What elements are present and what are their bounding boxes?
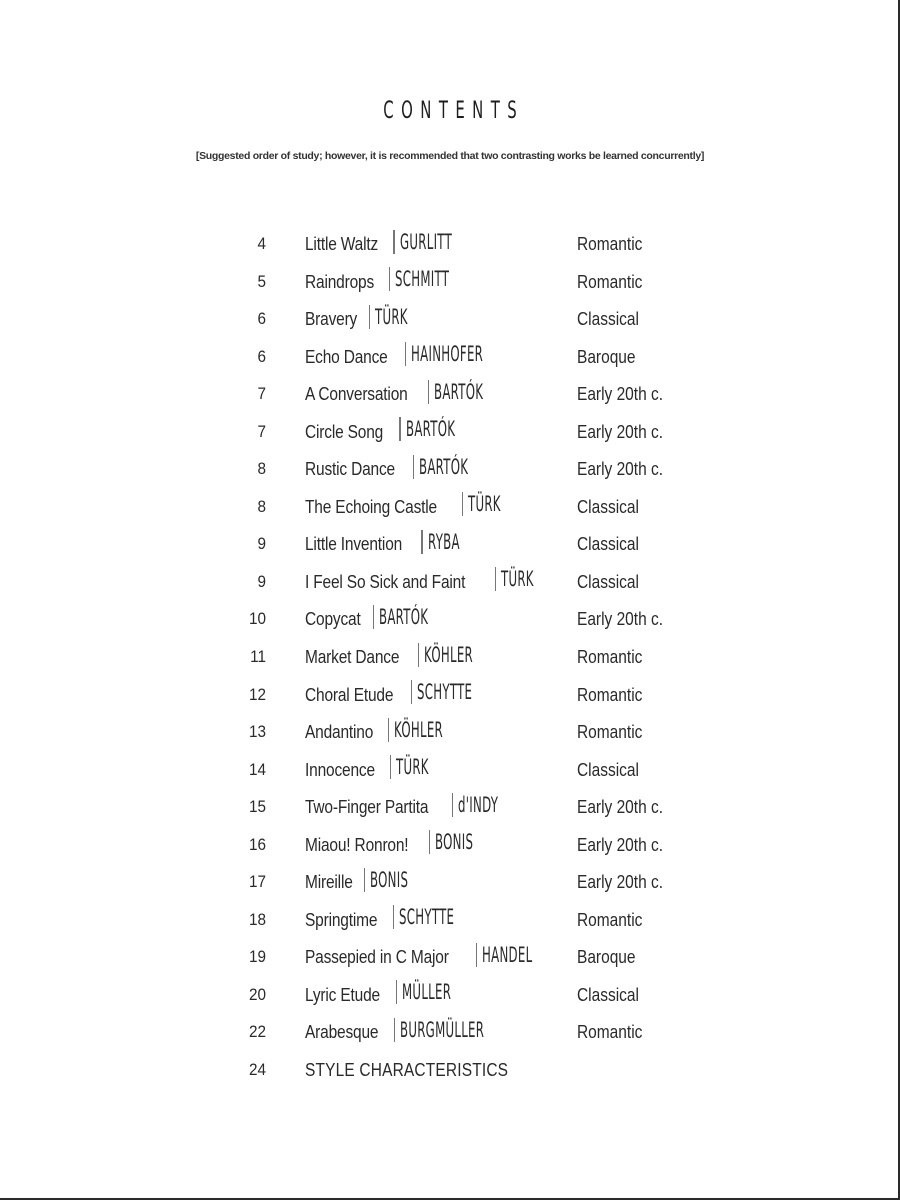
composer-name: BARTÓK: [433, 379, 484, 404]
piece-title: Andantino: [305, 722, 374, 743]
page-number: 14: [248, 759, 266, 779]
style-period: Romantic: [577, 684, 643, 705]
page-number: 19: [248, 947, 266, 967]
piece-title: Two-Finger Partita: [305, 797, 429, 818]
page-number: 20: [248, 984, 266, 1004]
toc-entry: [0, 414, 900, 452]
page-number: 8: [257, 496, 266, 516]
composer-name: BONIS: [434, 830, 474, 855]
style-period: Early 20th c.: [577, 834, 664, 855]
entry-title-group: [305, 827, 503, 864]
composer-name: SCHYTTE: [398, 905, 454, 930]
entry-title-group: [305, 977, 490, 1014]
style-period: Romantic: [577, 1022, 643, 1043]
page-number: 24: [248, 1060, 266, 1080]
piece-title: Little Invention: [305, 534, 403, 555]
style-period: Romantic: [577, 271, 643, 292]
entry-title-group: [305, 414, 493, 451]
piece-title: I Feel So Sick and Faint: [305, 571, 466, 592]
piece-title: Springtime: [305, 909, 378, 930]
page-number: 5: [257, 271, 266, 291]
composer-name: TÜRK: [468, 492, 501, 517]
toc-entry: [0, 376, 900, 414]
page-number: 22: [248, 1022, 266, 1042]
page-number: 10: [248, 609, 266, 629]
separator-bar: [428, 380, 429, 404]
composer-name: d'INDY: [458, 792, 499, 817]
toc-entry: [0, 601, 900, 639]
toc-entry: [0, 977, 900, 1015]
piece-title: Circle Song: [305, 421, 384, 442]
style-period: Romantic: [577, 647, 643, 668]
entry-title-group: [305, 1052, 541, 1089]
page-number: 7: [257, 421, 266, 441]
page-number: 11: [250, 647, 266, 667]
toc-entry: [0, 226, 900, 264]
separator-bar: [495, 567, 496, 591]
separator-bar: [462, 492, 463, 516]
style-period: Baroque: [577, 346, 636, 367]
composer-name: BARTÓK: [419, 454, 469, 479]
page-number: 7: [257, 384, 266, 404]
page-number: 9: [257, 571, 266, 591]
piece-title: Raindrops: [305, 271, 375, 292]
toc-entry: [0, 677, 900, 715]
toc-entry: [0, 639, 900, 677]
separator-bar: [429, 830, 430, 854]
entry-title-group: [305, 902, 497, 939]
entry-title-group: [305, 752, 455, 789]
page-number: 18: [248, 909, 266, 929]
separator-bar: [394, 1018, 395, 1042]
composer-name: BONIS: [370, 867, 409, 892]
entry-title-group: [305, 864, 438, 901]
style-period: Early 20th c.: [577, 872, 664, 893]
composer-name: HANDEL: [481, 942, 533, 967]
toc-entry: [0, 864, 900, 902]
page-number: 4: [257, 234, 266, 253]
piece-title: Miaou! Ronron!: [305, 834, 409, 855]
entry-title-group: [305, 376, 522, 413]
page-number: 9: [257, 534, 266, 554]
separator-bar: [369, 305, 370, 329]
piece-title: Little Waltz: [305, 234, 379, 254]
toc-entry: [0, 264, 900, 302]
separator-bar: [476, 943, 477, 967]
page-subtitle: [Suggested order of study; however, it is recommended that two contrasting works be learned concurrently]: [195, 150, 705, 162]
toc-entry: [0, 301, 900, 339]
separator-bar: [393, 905, 394, 929]
piece-title: Choral Etude: [305, 684, 394, 705]
toc-entry: [0, 489, 900, 527]
separator-bar: [396, 980, 397, 1004]
composer-name: SCHYTTE: [417, 680, 473, 705]
entry-title-group: [305, 714, 481, 751]
page-number: 13: [248, 722, 266, 742]
piece-title: Mireille: [305, 872, 353, 893]
entry-title-group: [305, 564, 560, 601]
toc-entry: [0, 939, 900, 977]
toc-entry: [0, 451, 900, 489]
page-number: 16: [248, 834, 266, 854]
toc-entry: [0, 752, 900, 790]
separator-bar: [418, 643, 419, 667]
page-number: 6: [257, 346, 266, 366]
composer-name: BURGMÜLLER: [399, 1017, 485, 1042]
entry-title-group: [305, 939, 572, 976]
composer-name: TÜRK: [375, 304, 409, 329]
separator-bar: [399, 417, 400, 441]
composer-name: RYBA: [427, 529, 460, 554]
piece-title: Bravery: [305, 309, 358, 330]
page-title: CONTENTS: [383, 96, 525, 124]
style-period: Early 20th c.: [577, 421, 664, 442]
style-period: Romantic: [577, 722, 643, 743]
toc-entry: [0, 827, 900, 865]
toc-entry-style-characteristics: [0, 1052, 900, 1090]
entry-title-group: [305, 601, 467, 638]
separator-bar: [413, 455, 414, 479]
page-number: 8: [257, 459, 266, 479]
composer-name: TÜRK: [395, 755, 429, 780]
style-period: Classical: [577, 496, 639, 517]
toc-entry: [0, 339, 900, 377]
page-number: 6: [257, 309, 266, 329]
separator-bar: [388, 718, 389, 742]
page-number: 12: [248, 684, 266, 704]
entry-title-group: [305, 264, 492, 301]
separator-bar: [405, 342, 406, 366]
entry-title-group: [305, 451, 507, 488]
style-period: Baroque: [577, 947, 636, 968]
piece-title: Rustic Dance: [305, 459, 396, 480]
piece-title: Lyric Etude: [305, 984, 380, 1005]
style-characteristics-label: STYLE CHARACTERISTICS: [305, 1060, 509, 1081]
piece-title: Echo Dance: [305, 346, 388, 367]
composer-name: BARTÓK: [405, 417, 455, 442]
style-period: Classical: [577, 571, 639, 592]
entry-title-group: [305, 639, 512, 676]
composer-name: HAINHOFER: [410, 342, 483, 367]
separator-bar: [373, 605, 374, 629]
composer-name: MÜLLER: [401, 980, 451, 1005]
separator-bar: [421, 530, 422, 554]
style-period: Classical: [577, 534, 639, 555]
style-period: Early 20th c.: [577, 459, 664, 480]
page-number: 17: [248, 872, 266, 892]
entry-title-group: [305, 339, 540, 376]
toc-entry: [0, 1014, 900, 1052]
composer-name: KÖHLER: [424, 642, 474, 667]
composer-name: BARTÓK: [379, 604, 429, 629]
toc-entry: [0, 789, 900, 827]
piece-title: Arabesque: [305, 1022, 379, 1043]
composer-name: KÖHLER: [393, 717, 443, 742]
style-period: Romantic: [577, 909, 643, 930]
piece-title: Copycat: [305, 609, 361, 630]
composer-name: SCHMITT: [394, 267, 450, 292]
style-period: Early 20th c.: [577, 609, 664, 630]
piece-title: Innocence: [305, 759, 375, 780]
entry-title-group: [305, 677, 516, 714]
composer-name: GURLITT: [399, 229, 452, 254]
style-period: Classical: [577, 309, 639, 330]
toc-entry: [0, 902, 900, 940]
composer-name: TÜRK: [500, 567, 534, 592]
piece-title: Passepied in C Major: [305, 947, 449, 968]
style-period: Classical: [577, 759, 639, 780]
separator-bar: [390, 755, 391, 779]
style-period: Romantic: [577, 234, 643, 254]
separator-bar: [364, 868, 365, 892]
style-period: Classical: [577, 984, 639, 1005]
separator-bar: [393, 230, 394, 254]
entry-title-group: [305, 226, 493, 263]
piece-title: The Echoing Castle: [305, 496, 438, 517]
contents-list: [0, 226, 900, 1090]
page-number: 15: [248, 797, 266, 817]
piece-title: A Conversation: [305, 384, 408, 405]
separator-bar: [411, 680, 412, 704]
style-period: Early 20th c.: [577, 384, 664, 405]
entry-title-group: [305, 789, 530, 826]
piece-title: Market Dance: [305, 647, 400, 668]
entry-title-group: [305, 301, 434, 338]
entry-title-group: [305, 489, 527, 526]
entry-title-group: [305, 1014, 550, 1051]
separator-bar: [452, 793, 453, 817]
toc-entry: [0, 714, 900, 752]
separator-bar: [389, 267, 390, 291]
style-period: Early 20th c.: [577, 797, 664, 818]
toc-entry: [0, 564, 900, 602]
entry-title-group: [305, 526, 484, 563]
toc-entry: [0, 526, 900, 564]
